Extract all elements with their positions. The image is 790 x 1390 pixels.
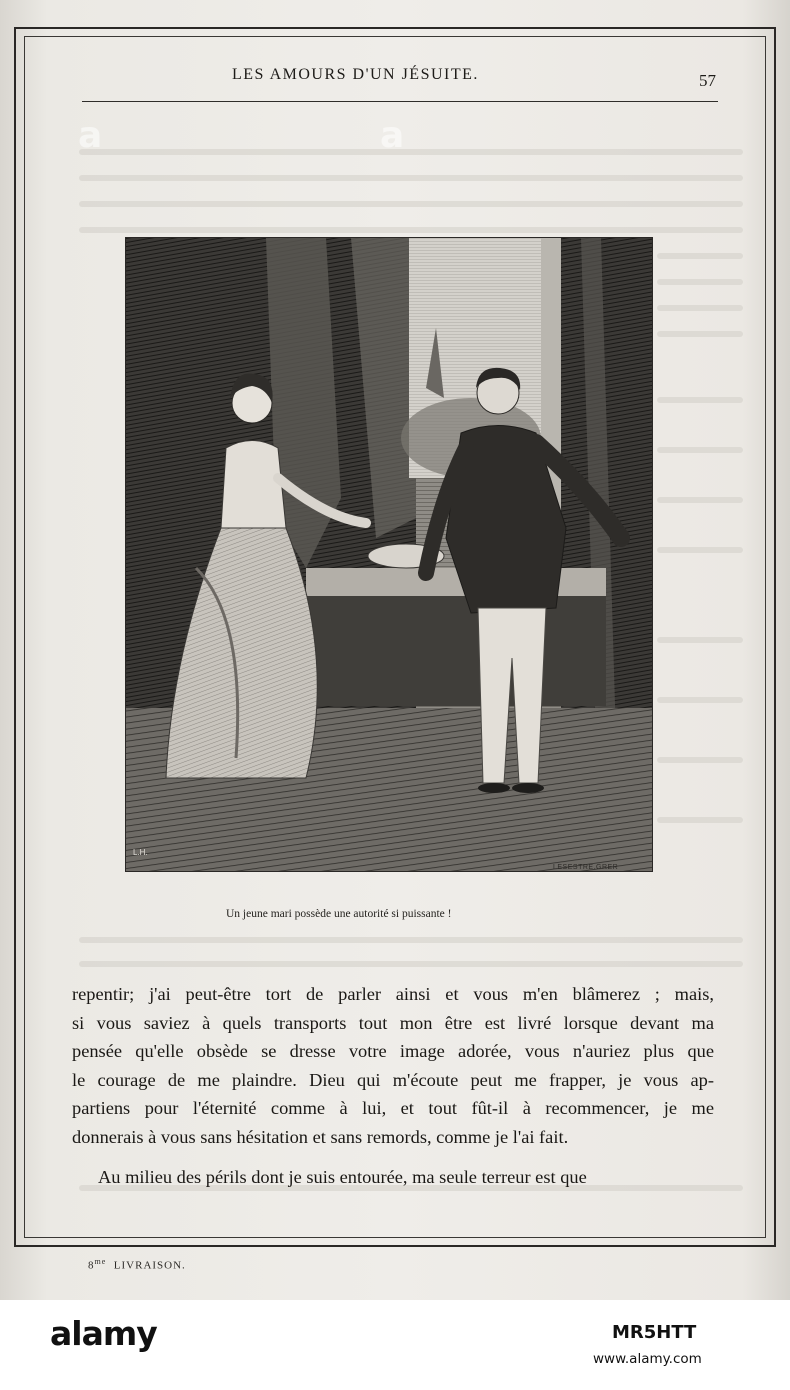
text-line: le courage de me plaindre. Dieu qui m'écoute peut me frapper, je vous ap-	[72, 1069, 714, 1090]
text-line: partiens pour l'éternité comme à lui, et tout fût-il à recommencer, je me	[72, 1098, 714, 1119]
text-line: repentir; j'ai peut-être tort de parler ainsi et vous m'en blâmerez ; mais,	[72, 984, 714, 1004]
text-line: donnerais à vous sans hésitation et sans remords, comme je l'ai fait.	[72, 1126, 569, 1147]
body-text	[72, 980, 714, 1191]
printer-signature-mark	[88, 1257, 186, 1272]
engraving-illustration	[125, 237, 653, 872]
paragraph-2: Au milieu des périls dont je suis entourée, ma seule terreur est que	[98, 1166, 587, 1187]
signature-number: 8	[88, 1259, 95, 1272]
watermark-logo: alamy	[50, 1314, 157, 1353]
paragraph-1	[72, 980, 714, 1152]
signature-label: LIVRAISON.	[113, 1259, 186, 1272]
watermark-url: www.alamy.com	[593, 1351, 702, 1367]
text-line: si vous saviez à quels transports tout mon être est livré lorsque devant ma	[72, 1012, 714, 1033]
watermark-overlay: a	[380, 115, 404, 156]
signature-superscript: me	[94, 1257, 107, 1266]
watermark-image-id: MR5HTT	[612, 1322, 697, 1343]
engraver-signature-left: L.H.	[133, 848, 148, 857]
illustration-caption: Un jeune mari possède une autorité si puissante !	[226, 908, 452, 920]
watermark-overlay: a	[78, 115, 102, 156]
page-number: 57	[699, 71, 716, 90]
text-line: pensée qu'elle obsède se dresse votre image adorée, vous n'auriez plus que	[72, 1041, 714, 1062]
running-title: LES AMOURS D'UN JÉSUITE.	[232, 66, 479, 83]
engraver-signature-right: LESESTRE.GRER	[553, 864, 619, 871]
